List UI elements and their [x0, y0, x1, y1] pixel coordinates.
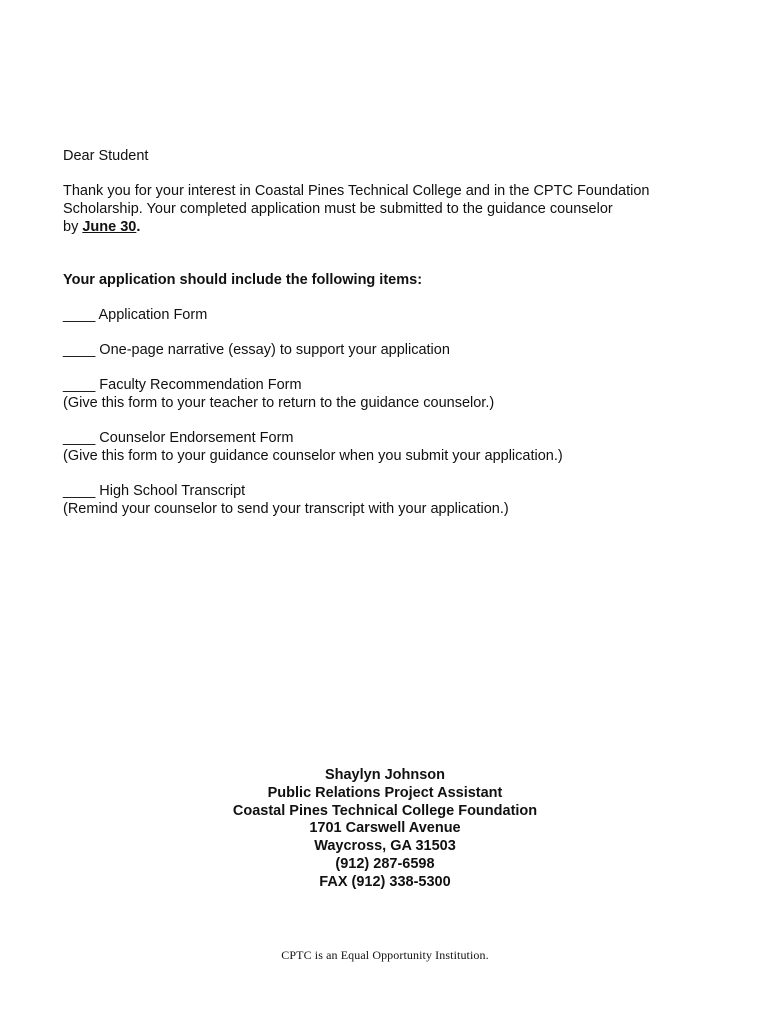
checklist-item-label: ____ Faculty Recommendation Form [63, 377, 302, 393]
checklist-item-label: ____ Application Form [63, 307, 208, 323]
checklist-item-label: ____ High School Transcript [63, 483, 246, 499]
checklist-item-note: (Give this form to your teacher to return to the guidance counselor.) [63, 395, 495, 411]
intro-line-2: Scholarship. Your completed application must be submitted to the guidance counselor [63, 201, 613, 217]
letter-body [63, 147, 723, 535]
intro-paragraph [63, 182, 723, 236]
checklist-item-label: ____ Counselor Endorsement Form [63, 430, 294, 446]
signer-title: Public Relations Project Assistant [267, 784, 503, 801]
intro-line-1: Thank you for your interest in Coastal Pines Technical College and in the CPTC Foundation [63, 183, 650, 199]
phone-number: (912) 287-6598 [335, 855, 435, 872]
address-city-state-zip: Waycross, GA 31503 [314, 838, 456, 855]
deadline-date: June 30 [82, 219, 137, 235]
signer-name: Shaylyn Johnson [324, 767, 446, 783]
fax-number: FAX (912) 338-5300 [319, 873, 451, 890]
intro-period: . [136, 219, 141, 235]
checklist-item-faculty-recommendation [63, 376, 723, 412]
signer-organization: Coastal Pines Technical College Foundation [232, 802, 538, 819]
checklist-heading: Your application should include the following items: [63, 272, 423, 288]
intro-by: by [63, 219, 83, 235]
checklist-item-counselor-endorsement [63, 429, 723, 465]
address-street: 1701 Carswell Avenue [309, 820, 461, 837]
checklist-item-narrative [63, 341, 723, 359]
checklist-item-label: ____ One-page narrative (essay) to support your application [63, 342, 450, 358]
checklist-item-note: (Remind your counselor to send your transcript with your application.) [63, 501, 509, 517]
checklist-item-note: (Give this form to your guidance counselor when you submit your application.) [63, 448, 563, 464]
checklist-item-transcript [63, 482, 723, 518]
checklist-item-application-form [63, 306, 723, 324]
signature-block [0, 767, 770, 892]
salutation: Dear Student [63, 148, 149, 164]
equal-opportunity-notice: CPTC is an Equal Opportunity Institution. [281, 948, 489, 962]
